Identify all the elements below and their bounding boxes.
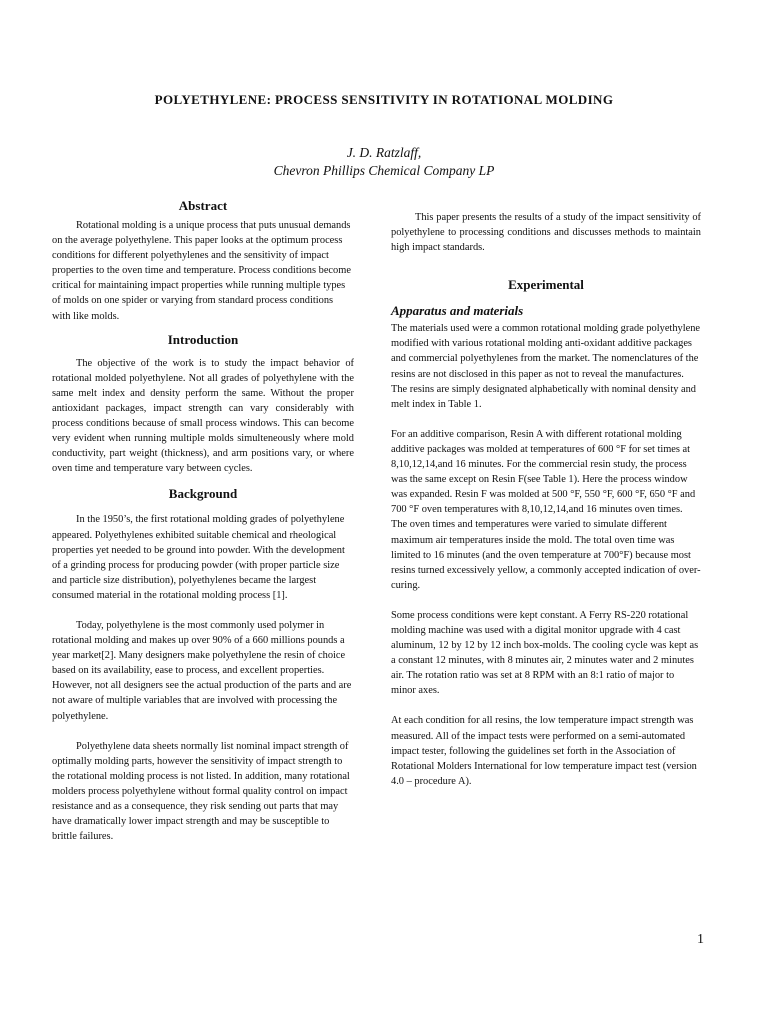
experimental-paragraph-4: At each condition for all resins, the low temperature impact strength was measured. All of the impact tests were performed on a semi-automated impact tester, following the guidelines set forth in the Association of Rotational Molders International for low temperature impact test (version 4.0 – procedure A). xyxy=(391,715,697,787)
experimental-paragraph-1: The materials used were a common rotational molding grade polyethylene modified with various rotational molding anti-oxidant additive packages and commercial polyethylenes from the market. The nomenclatures of the resins are not disclosed in this paper as not to reveal the manufactures. The resins are simply designated alphabetically with nominal density and melt index in Table 1. xyxy=(391,323,701,410)
background-heading: Background xyxy=(168,486,238,502)
paper-title: POLYETHYLENE: PROCESS SENSITIVITY IN ROTATIONAL MOLDING xyxy=(154,92,614,107)
background-paragraph-1: In the 1950’s, the first rotational molding grades of polyethylene appeared. Polyethylenes exhibited suitable chemical and rheological properties yet needed to be ground into powder. With the development of a grinding process for producing powder (with proper particle size and particle size distribution), polyethylenes became the largest consumed material in the rotational molding process [1]. xyxy=(52,514,345,601)
abstract-text-continued: This paper presents the results of a study of the impact sensitivity of polyethylene to processing conditions and discusses methods to maintain high impact standards. xyxy=(391,212,701,254)
introduction-heading: Introduction xyxy=(167,331,239,347)
abstract-text: Rotational molding is a unique process that puts unusual demands on the average polyethylene. This paper looks at the optimum process conditions for different polyethylenes and the sensitivity of impact properties to the oven time and temperature. Process conditions become critical for maintaining impact properties while running multiple types of molds on one spider or varying from standard process conditions with like molds. xyxy=(52,220,351,322)
abstract-heading: Abstract xyxy=(178,198,228,213)
right-column xyxy=(391,210,701,789)
background-paragraph-3: Polyethylene data sheets normally list nominal impact strength of optimally molding parts, however the sensitivity of impact strength to the rotational molding process is not listed. In addition, many rotational molders process polyethylene without formal quality control on impact resistance and as a consequence, they risk sending out parts that may have dramatically lower impact strength and may be susceptible to brittle failures. xyxy=(52,740,350,843)
background-paragraph-2: Today, polyethylene is the most commonly used polymer in rotational molding and makes up over 90% of a 660 millions pounds a year market[2]. Many designers make polyethylene the resin of choice based on its availability, ease to process, and excellent properties. However, not all designers see the actual production of the parts and are not aware of multiple variables that are involved with processing the polyethylene. xyxy=(52,619,352,722)
apparatus-subheading: Apparatus and materials xyxy=(391,303,524,319)
author-name: J. D. Ratzlaff, xyxy=(346,145,422,160)
left-column xyxy=(52,198,354,844)
author-block xyxy=(0,144,768,180)
experimental-paragraph-3: Some process conditions were kept constant. A Ferry RS-220 rotational molding machine was used with a digital monitor upgrade with 4 cast aluminum, 12 by 12 by 12 inch box-molds. The cooling cycle was kept as a constant 12 minutes, with 8 minutes air, 2 minutes water and 2 minutes air. The rotation ratio was set at 8 RPM with an 8:1 ratio of major to minor axes. xyxy=(391,609,699,697)
experimental-heading: Experimental xyxy=(508,277,584,293)
author-affiliation: Chevron Phillips Chemical Company LP xyxy=(273,163,495,178)
experimental-paragraph-2: For an additive comparison, Resin A with different rotational molding additive packages was molded at temperatures of 600 °F for set times at 8,10,12,14,and 16 minutes. For the commercial resin study, the process was the same except on Resin F(see Table 1). Here the process window was expanded. Resin F was molded at 500 °F, 550 °F, 600 °F, 650 °F and 700 °F oven temperatures with 8,10,12,14,and 16 minutes oven times. The oven times and temperatures were varied to simulate different maximum air temperatures inside the mold. The total oven time was limited to 16 minutes (and the oven temperature at 700°F) because most resins turned excessively yellow, a commonly accepted indication of over-curing. xyxy=(391,428,701,591)
introduction-text: The objective of the work is to study the impact behavior of rotational molded polyethylene. Not all grades of polyethylene with the same melt index and density perform the same. Without the proper antioxidant packages, impact strength can vary considerably with process conditions because of small process windows. This can become very evident when running multiple molds simulteneously where mold conductivity, part weight (thickness), and arm positions vary, or where oven time and temperature vary between cycles. xyxy=(52,357,354,475)
page-number: 1 xyxy=(697,932,704,947)
